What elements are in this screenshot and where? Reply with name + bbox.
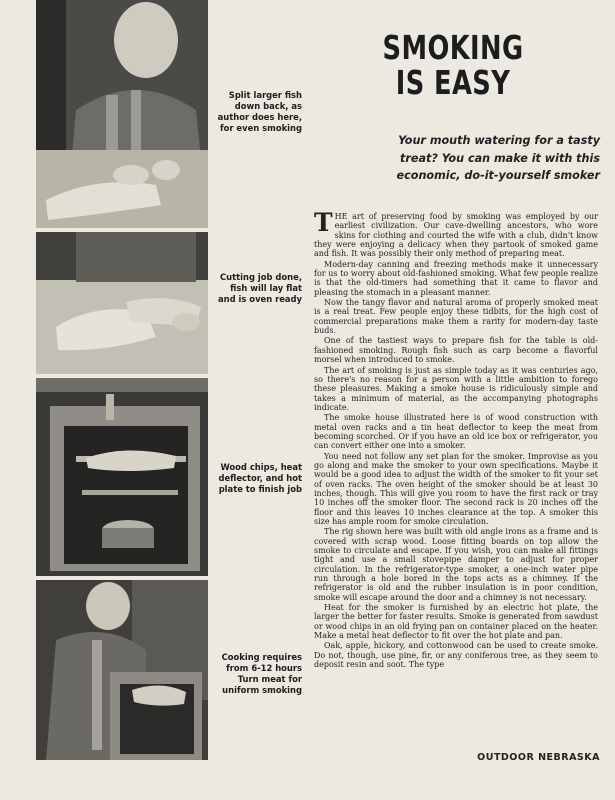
- magazine-footer: OUTDOOR NEBRASKA: [477, 752, 600, 763]
- body-paragraph: The art of smoking is just as simple today as it was centuries ago, so there's no reason for a person with a little ambition to forego these pleasures. Making a smoke house is ridiculously simple and takes a minimum of material, as the accompanying photographs indicate.: [314, 365, 598, 412]
- photo-caption: Split larger fish down back, as author does here, for even smoking: [217, 90, 302, 133]
- photo-smoker-box: [36, 378, 208, 576]
- photo-cut-fish: [36, 232, 208, 374]
- article-subtitle: Your mouth watering for a tasty treat? You can make it with this economic, do-it-yourself smoker: [396, 134, 600, 182]
- body-paragraph: The smoke house illustrated here is of wood construction with metal oven racks and a tin heat deflector to keep the meat from becoming scorched. Or if you have an old ice box or refrigerator, you can convert either one into a smoker.: [314, 413, 598, 451]
- body-paragraph: Heat for the smoker is furnished by an electric hot plate, the larger the better for faster results. Smoke is generated from sawdust or wood chips in an old frying pan on container placed on the heater. Make a metal heat deflector to fit over the hot plate and pan.: [314, 603, 598, 641]
- body-paragraph: Oak, apple, hickory, and cottonwood can be used to create smoke. Do not, though, use pine, fir, or any coniferous tree, as they seem to deposit resin and soot. The type: [314, 641, 598, 670]
- photo-caption: Cooking requires from 6-12 hours Turn meat for uniform smoking: [221, 652, 302, 695]
- title-line-1: SMOKING: [382, 28, 524, 67]
- photo-caption: Wood chips, heat deflector, and hot plate to finish job: [218, 462, 302, 494]
- body-paragraph: Modern-day canning and freezing methods make it unnecessary for us to worry about old-fashioned smoking. What few people realize is that the old-timers had something that it came to flavor and pleasing the stomach in a pleasant manner.: [314, 259, 598, 297]
- article-body: [314, 212, 598, 744]
- body-paragraph: The rig shown here was built with old angle irons as a frame and is covered with scrap wood. Loose fitting boards on top allow the smoke to circulate and escape. If you wish, you can make all fittings tight and use a small stovepipe damper to adjust for proper circulation. In the refrigerator-type smoker, a one-inch water pipe run through a hole bored in the tops acts as a chimney. If the refrigerator is old and the rubber insulation is in poor condition, smoke will escape around the door and a chimney is not necessary.: [314, 527, 598, 602]
- photo-splitting-fish: [36, 0, 208, 228]
- article-title: [348, 30, 559, 100]
- body-paragraph: THE art of preserving food by smoking was employed by our earliest civilization. Our cave-dwelling ancestors, who wore skins for clothing and courted the wife with a club, didn't know they were enjoying a delicacy when they partook of smoked game and fish. It was possibly their only method of preparing meat.: [314, 212, 598, 259]
- photo-man-cooking: [36, 580, 208, 760]
- photo-caption: Cutting job done, fish will lay flat and is oven ready: [218, 272, 302, 304]
- body-paragraph: Now the tangy flavor and natural aroma of properly smoked meat is a real treat. Few people enjoy these tidbits, for the high cost of commercial preparations make them a rarity for modern-day taste buds.: [314, 298, 598, 336]
- body-paragraph: You need not follow any set plan for the smoker. Improvise as you go along and make the smoker to your own specifications. Maybe it would be a good idea to adjust the width of the smoker to fit your set of oven racks. The oven height of the smoker should be at least 30 inches, though. This will give you room to have the first rack or tray 10 inches off the smoker floor. The second rack is 20 inches off the floor and this leaves 10 inches clearance at the top. A smoker this size has ample room for smoke circulation.: [314, 451, 598, 526]
- title-line-2: IS EASY: [395, 63, 511, 102]
- body-paragraph: One of the tastiest ways to prepare fish for the table is old-fashioned smoking. Rough fish such as carp become a flavorful morsel when introduced to smoke.: [314, 336, 598, 365]
